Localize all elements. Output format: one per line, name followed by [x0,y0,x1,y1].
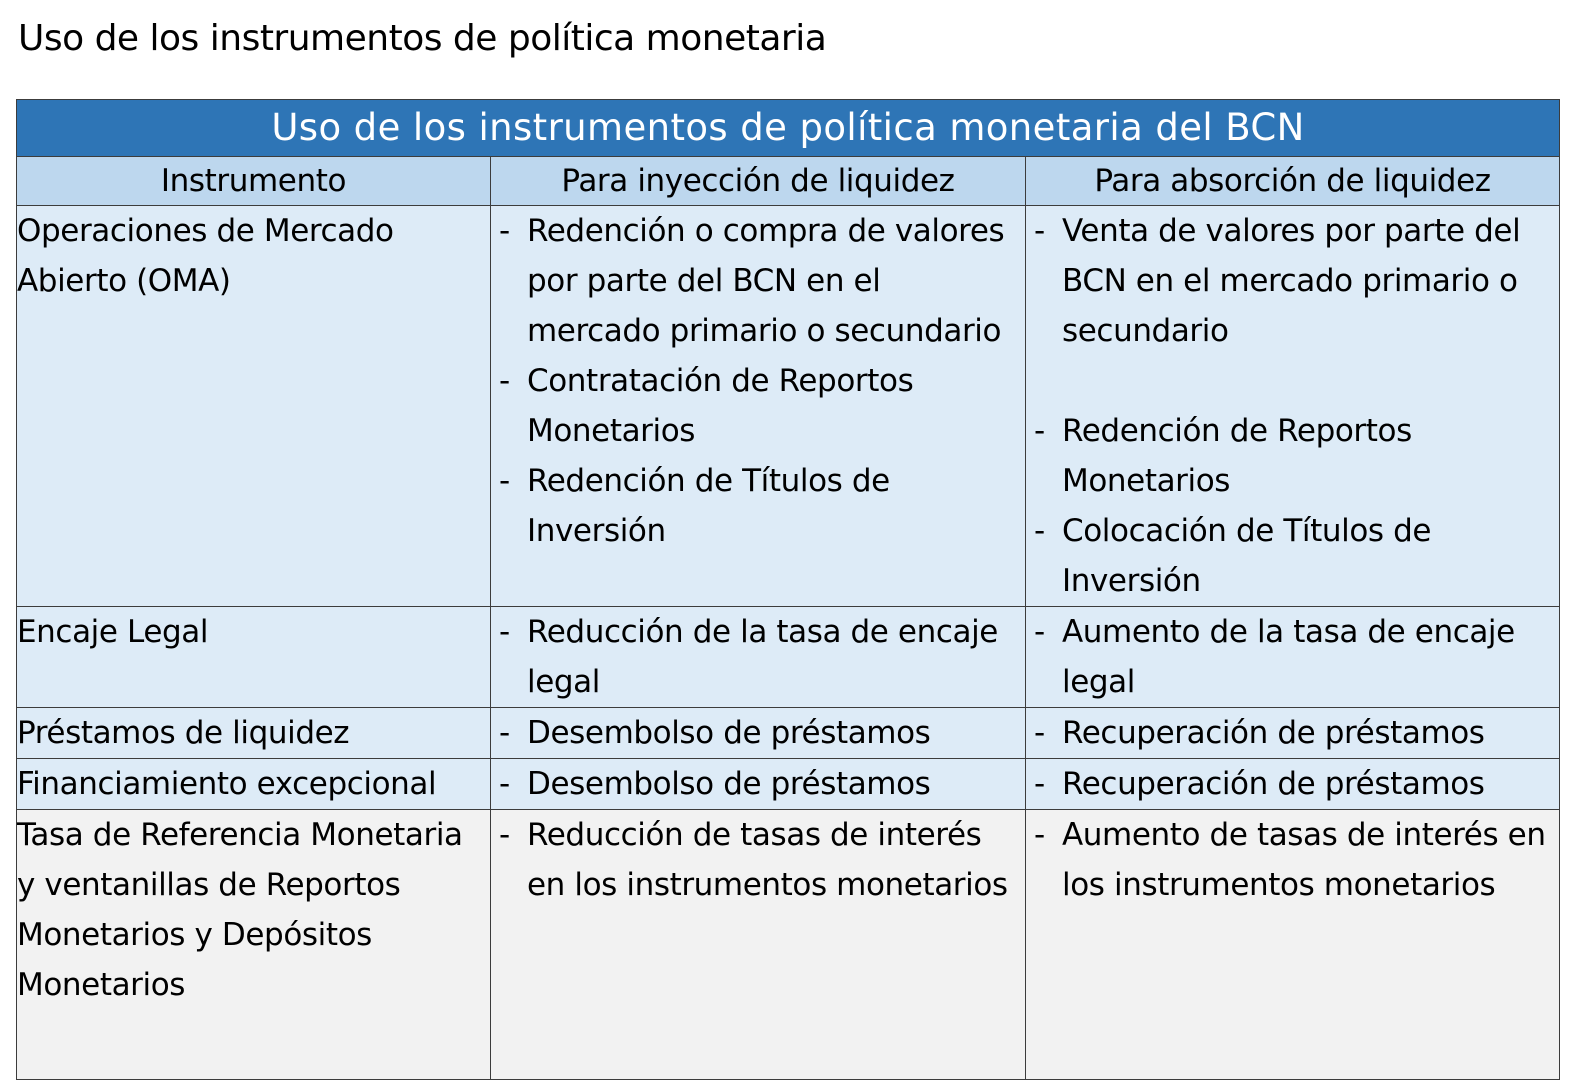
list-item [1026,759,1559,809]
list-item [491,607,1025,707]
dash-marker: - [1034,213,1045,249]
table-title-row [17,100,1560,157]
absorption-cell [1026,810,1560,1080]
item-text: Colocación de Títulos de Inversión [1062,513,1432,599]
table-header-row [17,157,1560,206]
item-text: Desembolso de préstamos [527,766,931,802]
absorption-list [1026,759,1559,809]
list-item [491,206,1025,356]
header-absorption: Para absorción de liquidez [1026,157,1560,206]
list-item [1026,206,1559,406]
injection-list [491,206,1025,556]
instrument-name: Tasa de Referencia Monetaria y ventanillas de Reportos Monetarios y Depósitos Monetarios [17,817,463,1003]
policy-instruments-table [16,99,1560,1080]
injection-list [491,607,1025,707]
table-row [17,206,1560,607]
instrument-name: Financiamiento excepcional [17,766,437,802]
item-text: Reducción de tasas de interés en los instrumentos monetarios [527,817,1008,903]
dash-marker: - [499,363,510,399]
dash-marker: - [499,614,510,650]
absorption-list [1026,708,1559,758]
item-text: Redención o compra de valores por parte del BCN en el mercado primario o secundario [527,213,1005,349]
instrument-cell [17,206,491,607]
injection-list [491,708,1025,758]
item-text: Aumento de tasas de interés en los instrumentos monetarios [1062,817,1546,903]
item-text: Recuperación de préstamos [1062,715,1485,751]
header-instrument: Instrumento [17,157,491,206]
table-title: Uso de los instrumentos de política monetaria del BCN [17,100,1560,157]
item-text: Contratación de Reportos Monetarios [527,363,914,449]
table-row [17,708,1560,759]
absorption-cell [1026,206,1560,607]
injection-list [491,810,1025,910]
item-text: Reducción de la tasa de encaje legal [527,614,998,700]
list-item [1026,810,1559,910]
table-row [17,759,1560,810]
item-text: Redención de Títulos de Inversión [527,463,890,549]
absorption-cell [1026,759,1560,810]
instrument-cell [17,607,491,708]
item-text: Recuperación de préstamos [1062,766,1485,802]
absorption-cell [1026,708,1560,759]
list-item [491,356,1025,456]
list-item [1026,708,1559,758]
dash-marker: - [499,213,510,249]
table-row [17,810,1560,1080]
dash-marker: - [1034,413,1045,449]
injection-cell [491,759,1026,810]
list-item [1026,506,1559,606]
list-item [1026,607,1559,707]
dash-marker: - [1034,513,1045,549]
dash-marker: - [499,817,510,853]
injection-cell [491,607,1026,708]
instrument-cell [17,708,491,759]
injection-cell [491,708,1026,759]
spacer [1062,356,1555,406]
absorption-list [1026,810,1559,910]
injection-cell [491,206,1026,607]
dash-marker: - [499,715,510,751]
dash-marker: - [1034,614,1045,650]
item-text: Redención de Reportos Monetarios [1062,413,1412,499]
absorption-list [1026,206,1559,606]
item-text: Aumento de la tasa de encaje legal [1062,614,1515,700]
instrument-cell [17,810,491,1080]
dash-marker: - [1034,766,1045,802]
absorption-list [1026,607,1559,707]
header-injection: Para inyección de liquidez [491,157,1026,206]
instrument-name: Encaje Legal [17,614,209,650]
dash-marker: - [499,463,510,499]
item-text: Desembolso de préstamos [527,715,931,751]
dash-marker: - [499,766,510,802]
injection-list [491,759,1025,809]
item-text: Venta de valores por parte del BCN en el mercado primario o secundario [1062,213,1521,349]
instrument-name: Operaciones de Mercado Abierto (OMA) [17,213,394,299]
list-item [491,810,1025,910]
injection-cell [491,810,1026,1080]
page-title: Uso de los instrumentos de política monetaria [18,18,827,59]
instrument-name: Préstamos de liquidez [17,715,350,751]
dash-marker: - [1034,715,1045,751]
instrument-cell [17,759,491,810]
list-item [491,456,1025,556]
table-row [17,607,1560,708]
absorption-cell [1026,607,1560,708]
list-item [1026,406,1559,506]
dash-marker: - [1034,817,1045,853]
list-item [491,708,1025,758]
list-item [491,759,1025,809]
